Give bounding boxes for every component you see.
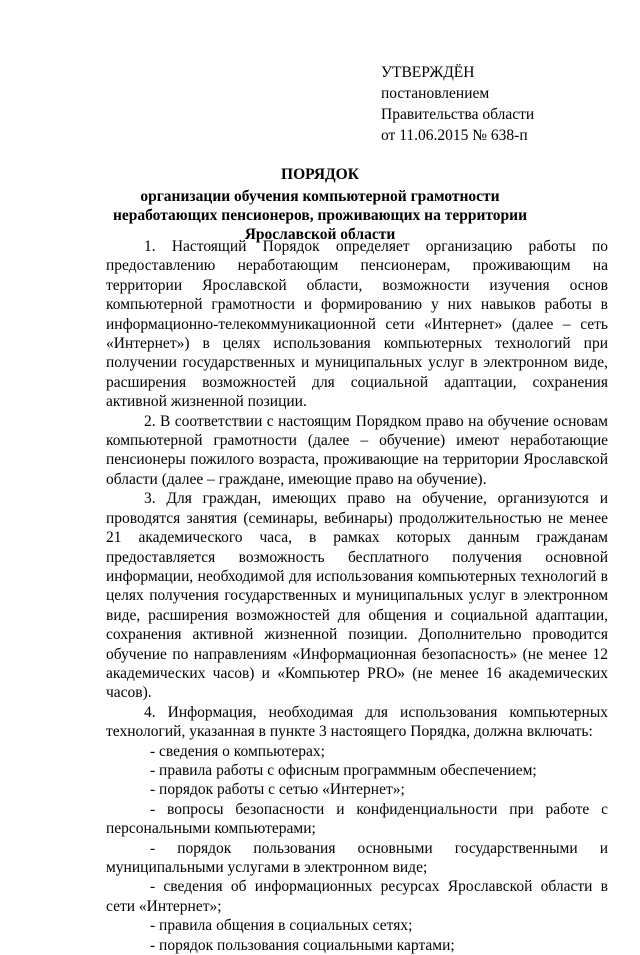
approval-line: Правительства области — [381, 106, 535, 123]
paragraph-1: 1. Настоящий Порядок определяет организацию работы по предоставлению неработающим пенсионерам, проживающим на территории Ярославской области, возможности изучения основ компьютерной грамотности и формированию у них навыков работы в информационно-телекоммуникационной сети «Интернет» (далее – сеть «Интернет») в целях использования компьютерных технологий при получении государственных и муниципальных услуг в электронном виде, расширения возможностей для социальной адаптации, сохранения активной жизненной позиции. — [106, 238, 608, 411]
approval-line: УТВЕРЖДЁН — [381, 64, 475, 81]
list-item: - порядок работы с сетью «Интернет»; — [150, 781, 405, 799]
list-item: - порядок пользования социальными картами; — [150, 936, 455, 954]
document-title — [105, 165, 535, 244]
paragraph-2: 2. В соответствии с настоящим Порядком право на обучение основам компьютерной грамотности (далее – обучение) имеют неработающие пенсионеры пожилого возраста, проживающие на территории Ярославской области (далее – граждане, имеющие право на обучение). — [106, 412, 608, 488]
paragraph-4: 4. Информация, необходимая для использования компьютерных технологий, указанная в пункте 3 настоящего Порядка, должна включать: — [106, 703, 608, 741]
list-item: - правила работы с офисным программным обеспечением; — [150, 761, 537, 779]
approval-line: от 11.06.2015 № 638-п — [381, 127, 528, 144]
list-item: - вопросы безопасности и конфиденциальности при работе с персональными компьютерами; — [106, 800, 608, 838]
approval-line: постановлением — [381, 85, 490, 102]
title-subtitle: организации обучения компьютерной грамотности неработающих пенсионеров, проживающих на территории Ярославской области — [112, 188, 528, 243]
list-item: - правила общения в социальных сетях; — [150, 917, 413, 935]
approval-stamp — [381, 62, 534, 146]
list-item: - порядок пользования основными государственными и муниципальными услугами в электронном виде; — [106, 839, 608, 876]
paragraph-3: 3. Для граждан, имеющих право на обучение, организуются и проводятся занятия (семинары, вебинары) продолжительностью не менее 21 академического часа, в рамках которых данным гражданам предоставляется возможность бесплатного получения основной информации, необходимой для использования компьютерных технологий в целях получения государственных и муниципальных услуг в электронном виде, расширения возможностей для общения и социальной адаптации, сохранения активной жизненной позиции. Дополнительно проводится обучение по направлениям «Информационная безопасность» (не менее 12 академических часов) и «Компьютер PRO» (не менее 16 академических часов). — [106, 490, 608, 702]
list-item: - сведения о компьютерах; — [150, 742, 325, 760]
title-heading: ПОРЯДОК — [281, 166, 359, 183]
list-item: - сведения об информационных ресурсах Ярославской области в сети «Интернет»; — [106, 878, 608, 915]
document-body — [106, 237, 608, 955]
